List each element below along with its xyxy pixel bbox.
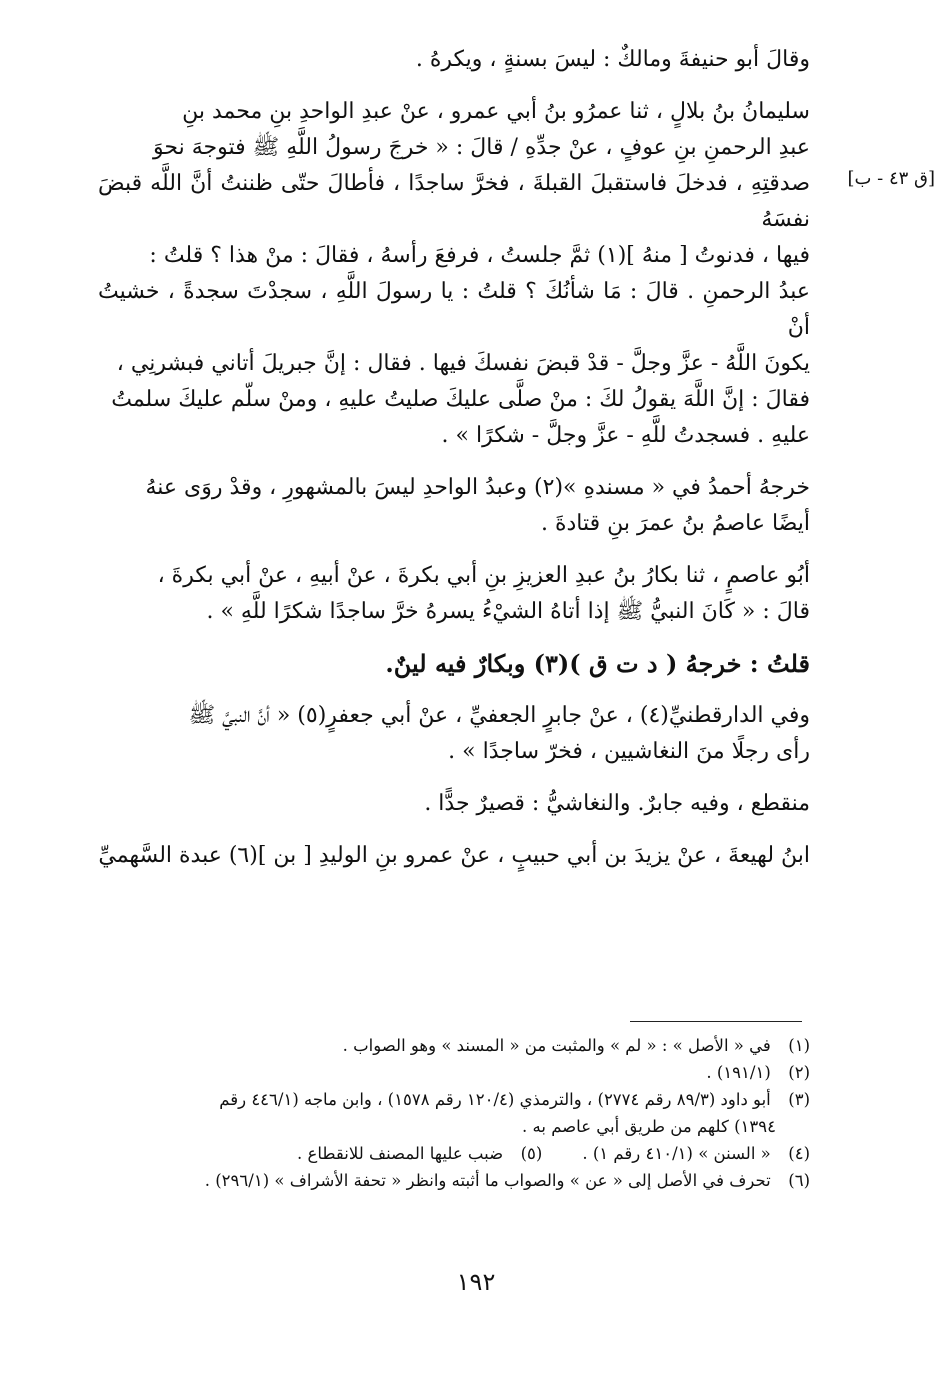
- footnote-number: (٣): [788, 1090, 810, 1109]
- footnote-text: تحرف في الأصل إلى « عن » والصواب ما أثبته وانظر « تحفة الأشراف » (٢٩٦/١) .: [204, 1171, 771, 1190]
- footnote-row-4-5: [98, 1140, 810, 1167]
- footnote-5: [297, 1140, 542, 1167]
- text-line: عليهِ . فسجدتُ للَّهِ - عزَّ وجلَّ - شكرًا » .: [441, 423, 810, 448]
- footnote-6: [98, 1167, 810, 1194]
- paragraph-7: [98, 786, 810, 822]
- paragraph-2: [98, 94, 810, 454]
- paragraph-4: [98, 558, 810, 630]
- text-line: أيضًا عاصمُ بنُ عمرَ بنِ قتادةَ .: [540, 511, 810, 536]
- paragraph-8: [98, 838, 810, 874]
- paragraph-3: [98, 470, 810, 542]
- text-line: وفي الدارقطنيِّ(٤) ، عنْ جابرٍ الجعفيِّ ، عنْ أبي جعفرٍ(٥) « أنَّ النبيَّ ﷺ: [188, 703, 810, 728]
- text-line: منقطع ، وفيه جابرٌ. والنغاشيُّ : قصيرٌ جدًّا .: [424, 791, 810, 816]
- text-line: صدقتِهِ ، فدخلَ فاستقبلَ القبلةَ ، فخرَّ ساجدًا ، فأطالَ حتّى ظننتُ أنَّ اللَّه قبضَ نفسَهُ: [98, 171, 810, 232]
- text-line: قالَ : « كَانَ النبيُّ ﷺ إذا أتاهُ الشيْءُ يسرهُ خرَّ ساجدًا شكرًا للَّهِ » .: [206, 599, 810, 624]
- footnote-number: (١): [788, 1036, 810, 1055]
- text-line: رأى رجلًا منَ النغاشيين ، فخرّ ساجدًا » .: [448, 739, 810, 764]
- paragraph-1: [98, 42, 810, 78]
- footnote-text: ١٣٩٤) كلهم من طريق أبي عاصم به .: [522, 1117, 776, 1136]
- footnote-text: « السنن » (٤١٠/١ رقم ١) .: [582, 1144, 771, 1163]
- footnote-3-continued: [98, 1113, 810, 1140]
- footnote-1: [98, 1032, 810, 1059]
- footnote-number: (٤): [788, 1144, 810, 1163]
- footnote-3: [98, 1086, 810, 1113]
- footnote-number: (٥): [520, 1144, 543, 1163]
- folio-margin-note: [ق ٤٣ - ب]: [847, 168, 935, 189]
- text-line: سليمانُ بنُ بلالٍ ، ثنا عمرُو بنُ أبي عمرو ، عنْ عبدِ الواحدِ بنِ محمد بنِ: [182, 99, 810, 124]
- paragraph-6: [98, 698, 810, 770]
- text-line: خرجهُ أحمدُ في « مسندهِ »(٢) وعبدُ الواحدِ ليسَ بالمشهورِ ، وقدْ روَى عنهُ: [145, 475, 810, 500]
- text-line: فقالَ : إنَّ اللَّهَ يقولُ لكَ : منْ صلَّى عليكَ صليتُ عليهِ ، ومنْ سلّم عليكَ سلمتُ: [111, 387, 810, 412]
- paragraph-5-note: [98, 646, 810, 682]
- main-text: [98, 42, 810, 890]
- footnote-2: [98, 1059, 810, 1086]
- page-number: ١٩٢: [456, 1268, 496, 1296]
- text-line: ابنُ لهيعةَ ، عنْ يزيدَ بن أبي حبيبٍ ، عنْ عمرو بنِ الوليدِ [ بن ](٦) عبدة السَّهميِّ: [98, 843, 810, 868]
- footnotes: [98, 1032, 810, 1194]
- footnote-text: في « الأصل » : « لم » والمثبت من « المسند » وهو الصواب .: [342, 1036, 771, 1055]
- footnote-text: ضبب عليها المصنف للانقطاع .: [297, 1144, 504, 1163]
- text-line: عبدِ الرحمنِ بنِ عوفٍ ، عنْ جدِّهِ / قالَ : « خرجَ رسولُ اللَّهِ ﷺ فتوجهَ نحوَ: [153, 135, 810, 160]
- text-line: أبُو عاصمٍ ، ثنا بكارُ بنُ عبدِ العزيزِ بنِ أبي بكرةَ ، عنْ أبيهِ ، عنْ أبي بكرةَ ،: [157, 563, 810, 588]
- text-line: قلتُ : خرجهُ ( د ت ق )(٣) وبكارٌ فيه لينٌ.: [385, 649, 810, 678]
- text-line: وقالَ أبو حنيفةَ ومالكٌ : ليسَ بسنةٍ ، ويكرهُ .: [415, 47, 810, 72]
- footnote-4: [582, 1140, 810, 1167]
- footnote-separator: [630, 1021, 802, 1022]
- footnote-text: أبو داود (٨٩/٣ رقم ٢٧٧٤) ، والترمذي (١٢٠/٤ رقم ١٥٧٨) ، وابن ماجه (٤٤٦/١ رقم: [219, 1090, 771, 1109]
- text-line: يكونَ اللَّهُ - عزَّ وجلَّ - قدْ قبضَ نفسكَ فيها . فقال : إنَّ جبريلَ أتاني فبشرنِي ،: [116, 351, 810, 376]
- footnote-number: (٦): [788, 1171, 810, 1190]
- footnote-number: (٢): [788, 1063, 810, 1082]
- text-line: فيها ، فدنوتُ [ منهُ ](١) ثمَّ جلستُ ، فرفعَ رأسهُ ، فقالَ : منْ هذا ؟ قلتُ :: [149, 243, 810, 268]
- footnote-text: (١٩١/١) .: [706, 1063, 771, 1082]
- text-line: عبدُ الرحمنِ . قالَ : مَا شأنُكَ ؟ قلتُ : يا رسولَ اللَّهِ ، سجدْتَ سجدةً ، خشيتُ أنْ: [98, 279, 810, 340]
